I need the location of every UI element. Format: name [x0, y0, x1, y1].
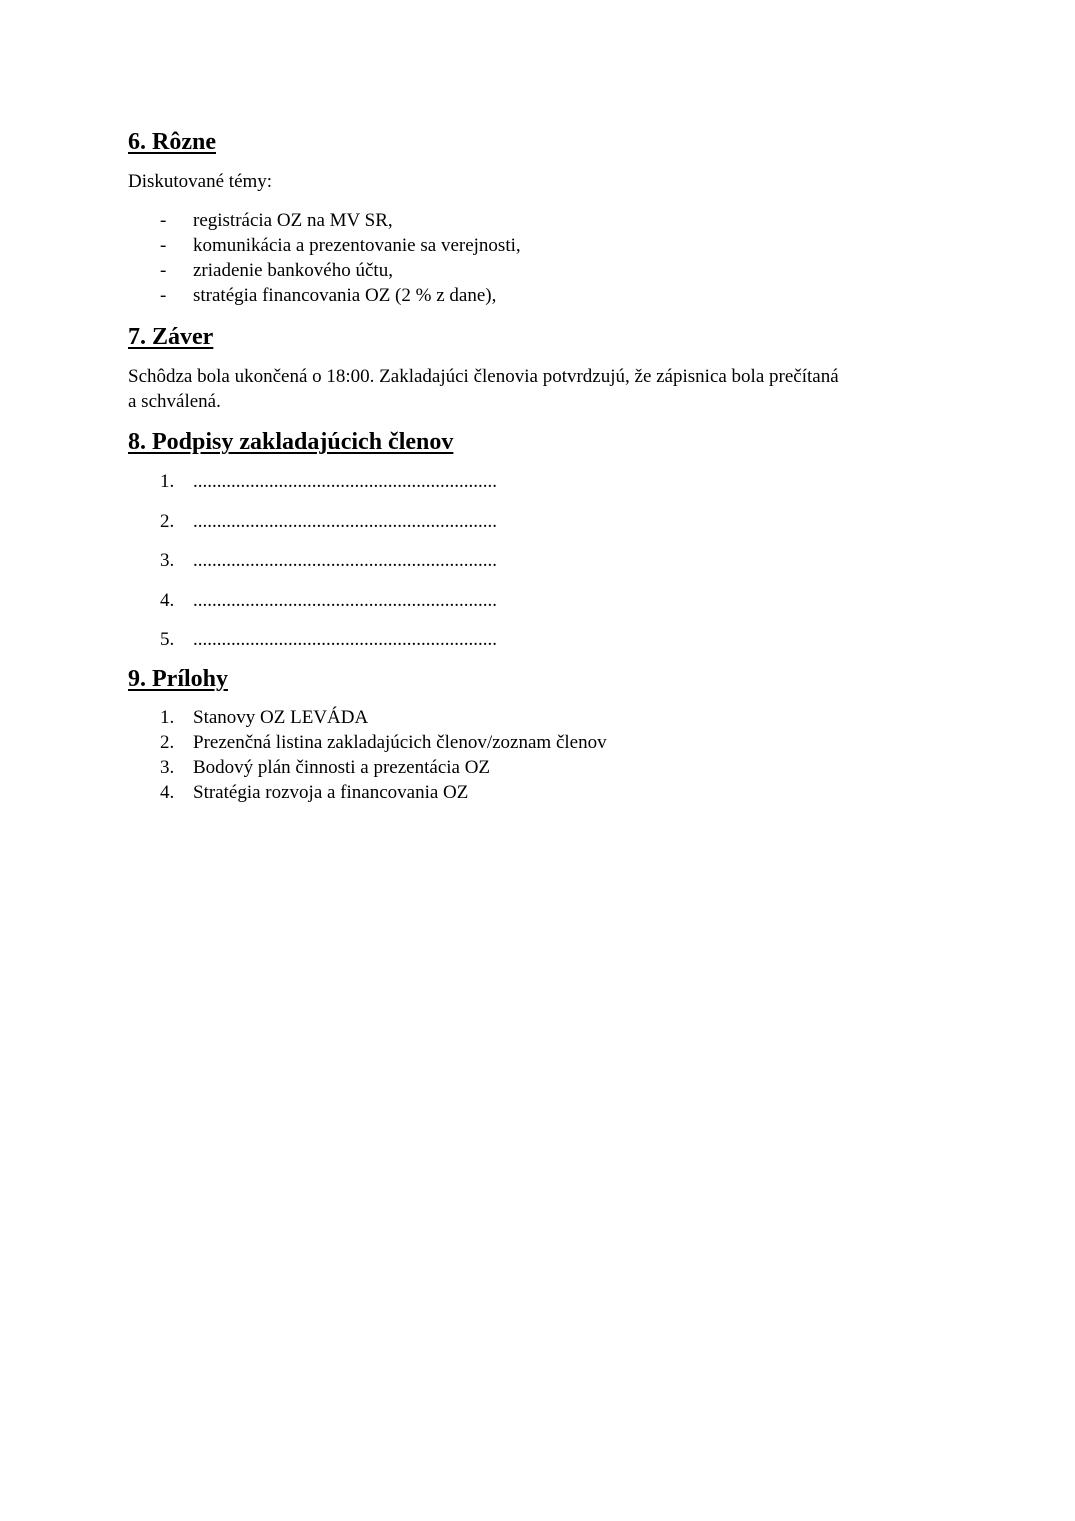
list-marker: 5. [160, 629, 175, 650]
list-item-text: zriadenie bankového účtu, [193, 260, 393, 281]
list-marker: 2. [160, 510, 175, 532]
list-marker: - [160, 285, 167, 306]
list-item-text: Prezenčná listina zakladajúcich členov/zoznam členov [193, 732, 607, 753]
section-7-heading: 7. Záver [128, 324, 214, 350]
list-marker: - [160, 235, 167, 256]
list-item-text: registrácia OZ na MV SR, [193, 210, 393, 231]
list-marker: 3. [160, 757, 175, 778]
section-8-heading: 8. Podpisy zakladajúcich členov [128, 429, 454, 455]
signature-dots: ................................................................ [193, 589, 497, 611]
signature-dots: ................................................................ [193, 629, 497, 650]
signature-dots: ................................................................ [193, 550, 497, 571]
list-marker: 4. [160, 782, 175, 803]
list-marker: - [160, 260, 167, 281]
list-item-text: komunikácia a prezentovanie sa verejnosti, [193, 235, 521, 256]
signature-dots: ................................................................ [193, 471, 497, 492]
section-7-text-line-1: Schôdza bola ukončená o 18:00. Zakladajúci členovia potvrdzujú, že zápisnica bola prečítaná [128, 366, 839, 387]
section-7-text-line-2: a schválená. [128, 391, 221, 412]
section-6-heading: 6. Rôzne [128, 129, 216, 155]
list-marker: 2. [160, 732, 175, 753]
list-item-text: stratégia financovania OZ (2 % z dane), [193, 285, 497, 306]
section-9-heading: 9. Prílohy [128, 666, 228, 692]
list-marker: 1. [160, 707, 175, 728]
list-marker: 4. [160, 589, 175, 611]
list-marker: 3. [160, 550, 175, 571]
list-item-text: Bodový plán činnosti a prezentácia OZ [193, 757, 491, 778]
list-item-text: Stanovy OZ LEVÁDA [193, 707, 369, 728]
list-marker: 1. [160, 471, 175, 492]
signature-dots: ................................................................ [193, 510, 497, 532]
list-marker: - [160, 210, 167, 231]
list-item-text: Stratégia rozvoja a financovania OZ [193, 782, 469, 803]
section-6-intro: Diskutované témy: [128, 171, 273, 192]
